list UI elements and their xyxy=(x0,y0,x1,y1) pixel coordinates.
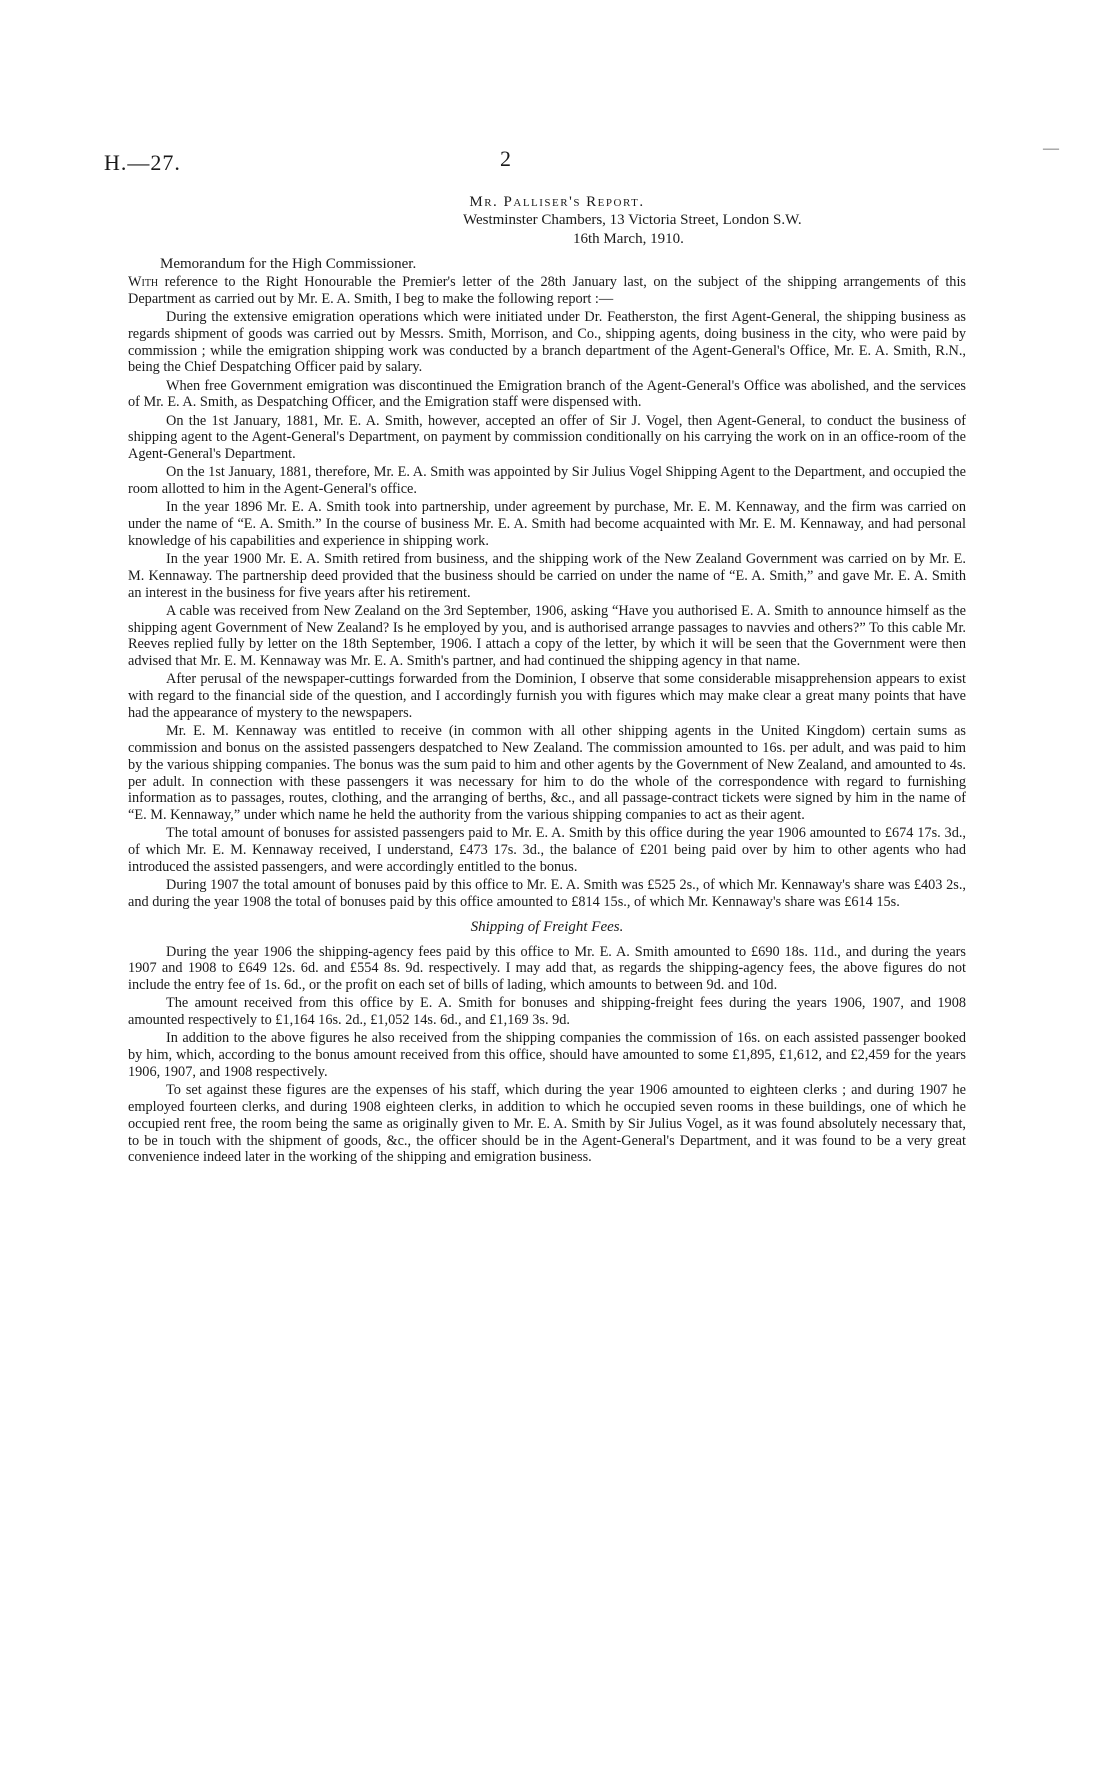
paragraph: After perusal of the newspaper-cuttings forwarded from the Dominion, I observe that some considerable misapprehension appears to exist with regard to the financial side of the question, and I accordingly furnish you with figures which may make clear a great many points that have had the appearance of mystery to the newspapers. xyxy=(128,671,966,722)
paragraph: On the 1st January, 1881, therefore, Mr. E. A. Smith was appointed by Sir Julius Vogel Shipping Agent to the Department, and occupied the room allotted to him in the Agent-General's office. xyxy=(128,464,966,498)
page-number: 2 xyxy=(500,146,511,171)
margin-mark: — xyxy=(1043,140,1059,157)
section-heading: Shipping of Freight Fees. xyxy=(470,918,624,935)
paragraph: When free Government emigration was discontinued the Emigration branch of the Agent-General's Office was abolished, and the services of Mr. E. A. Smith, as Despatching Officer, and the Emigration staff were dispensed with. xyxy=(128,377,966,411)
letter-date: 16th March, 1910. xyxy=(573,231,684,247)
paragraph: A cable was received from New Zealand on the 3rd September, 1906, asking “Have you authorised E. A. Smith to announce himself as the shipping agent Government of New Zealand? Is he employed by you, and is authorised arrange passages to navvies and others?” To this cable Mr. Reeves replied fully by letter on the 18th September, 1906. I attach a copy of the letter, by which it will be seen that the Government were then advised that Mr. E. M. Kennaway was Mr. E. A. Smith's partner, and had continued the shipping agency in that name. xyxy=(128,602,966,670)
intro-paragraph xyxy=(128,274,966,308)
paragraph: During the year 1906 the shipping-agency fees paid by this office to Mr. E. A. Smith amounted to £690 18s. 11d., and during the years 1907 and 1908 to £649 12s. 6d. and £554 8s. 9d. respectively. I may add that, as regards the shipping-agency fees, the above figures do not include the entry fee of 1s. 6d., or the profit on each set of bills of lading, which amounts to between 9d. and 10d. xyxy=(128,943,966,994)
page-reference: H.—27. xyxy=(104,150,181,175)
report-title: Mr. Palliser's Report. xyxy=(469,194,645,210)
paragraph: In the year 1896 Mr. E. A. Smith took into partnership, under agreement by purchase, Mr. E. M. Kennaway, and the firm was carried on under the name of “E. A. Smith.” In the course of business Mr. E. A. Smith had become acquainted with Mr. E. M. Kennaway, and had personal knowledge of his capabilities and experience in shipping work. xyxy=(128,499,966,549)
paragraph: During 1907 the total amount of bonuses paid by this office to Mr. E. A. Smith was £525 2s., of which Mr. Kennaway's share was £403 2s., and during the year 1908 the total of bonuses paid by this office amounted to £814 15s., of which Mr. Kennaway's share was £614 15s. xyxy=(128,877,966,910)
paragraph: To set against these figures are the expenses of his staff, which during the year 1906 amounted to eighteen clerks ; and during 1907 he employed fourteen clerks, and during 1908 eighteen clerks, in addition to which he occupied seven rooms in these buildings, one of which he occupied rent free, the room being the same as originally given to Mr. E. A. Smith by Sir Julius Vogel, as it was found absolutely necessary that, to be in touch with the shipment of goods, &c., the officer should be in the Agent-General's Department, and it was found to be a very great convenience indeed later in the working of the shipping and emigration business. xyxy=(128,1082,966,1166)
sender-address: Westminster Chambers, 13 Victoria Street, London S.W. xyxy=(463,212,802,228)
paragraph: In addition to the above figures he also received from the shipping companies the commission of 16s. on each assisted passenger booked by him, which, according to the bonus amount received from this office, should have amounted to some £1,895, £1,612, and £2,459 for the years 1906, 1907, and 1908 respectively. xyxy=(128,1030,966,1080)
paragraph: During the extensive emigration operations which were initiated under Dr. Featherston, the first Agent-General, the shipping business as regards shipment of goods was carried out by Messrs. Smith, Morrison, and Co., shipping agents, doing business in the city, who were paid by commission ; while the emigration shipping work was conducted by a branch department of the Agent-General's Office, Mr. E. A. Smith, R.N., being the Chief Despatching Officer paid by salary. xyxy=(128,308,966,376)
memo-heading: Memorandum for the High Commissioner. xyxy=(160,256,417,272)
paragraph: On the 1st January, 1881, Mr. E. A. Smith, however, accepted an offer of Sir J. Vogel, then Agent-General, to conduct the business of shipping agent to the Agent-General's Department, on payment by commission conditionally on his carrying the work on in an office-room of the Agent-General's Department. xyxy=(128,412,966,463)
letter-body xyxy=(128,274,966,1168)
intro-text: reference to the Right Honourable the Premier's letter of the 28th January last, on the subject of the shipping arrangements of this Department as carried out by Mr. E. A. Smith, I beg to make the following report :— xyxy=(128,274,966,307)
intro-lead-word: With xyxy=(128,274,159,290)
paragraph: The total amount of bonuses for assisted passengers paid to Mr. E. A. Smith by this office during the year 1906 amounted to £674 17s. 3d., of which Mr. E. M. Kennaway received, I understand, £473 17s. 3d., the balance of £201 being paid over by him to other agents who had introduced the assisted passengers, and were accordingly entitled to the bonus. xyxy=(128,825,966,875)
paragraph: In the year 1900 Mr. E. A. Smith retired from business, and the shipping work of the New Zealand Government was carried on by Mr. E. M. Kennaway. The partnership deed provided that the business should be carried on under the name of “E. A. Smith,” and gave Mr. E. A. Smith an interest in the business for five years after his retirement. xyxy=(128,551,966,601)
paragraph: The amount received from this office by E. A. Smith for bonuses and shipping-freight fees during the years 1906, 1907, and 1908 amounted respectively to £1,164 16s. 2d., £1,052 14s. 6d., and £1,169 3s. 9d. xyxy=(128,995,966,1029)
paragraph: Mr. E. M. Kennaway was entitled to receive (in common with all other shipping agents in the United Kingdom) certain sums as commission and bonus on the assisted passengers despatched to New Zealand. The commission amounted to 16s. per adult, and was paid to him by the various shipping companies. The bonus was the sum paid to him and other agents by the Government of New Zealand, and amounted to 4s. per adult. In connection with these passengers it was necessary for him to do the whole of the correspondence with regard to furnishing information as to passages, routes, clothing, and the arranging of berths, &c., and all passage-contract tickets were signed by him in the name of “E. M. Kennaway,” under which name he held the authority from the various shipping companies to act as their agent. xyxy=(128,723,966,824)
